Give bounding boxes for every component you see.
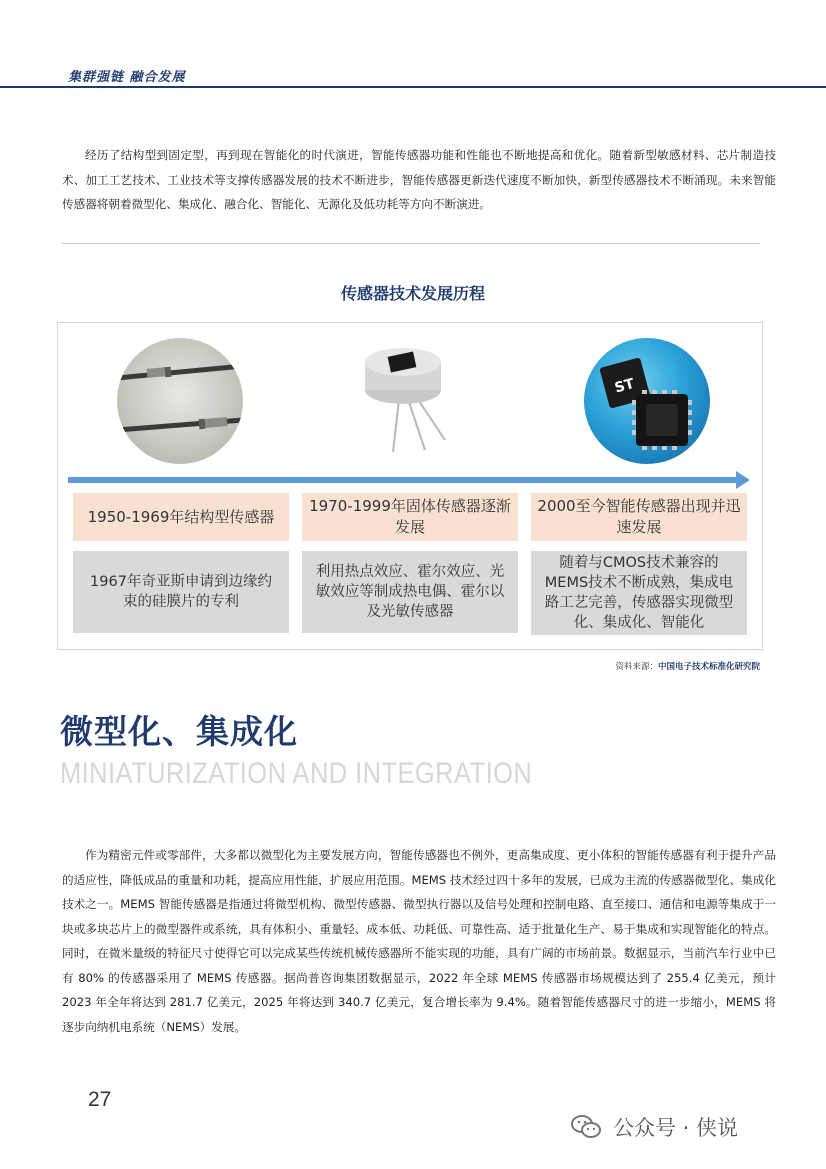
- figure-divider: [62, 243, 760, 244]
- section-subtitle: MINIATURIZATION AND INTEGRATION: [60, 757, 533, 790]
- page-number: 27: [88, 1088, 112, 1111]
- era-description: 1967年奇亚斯申请到边缘约束的硅膜片的专利: [73, 551, 289, 633]
- intro-paragraph: 经历了结构型到固定型，再到现在智能化的时代演进，智能传感器功能和性能也不断地提高和优化。随着新型敏感材料、芯片制造技术、加工工艺技术、工业技术等支撑传感器发展的技术不断进步，智能传感器更新迭代速度不断加快，新型传感器技术不断涌现。未来智能传感器将朝着微型化、集成化、融合化、智能化、无源化及低功耗等方向不断演进。: [62, 148, 776, 211]
- era-description: 随着与CMOS技术兼容的MEMS技术不断成熟，集成电路工艺完善，传感器实现微型化、集成化、智能化: [531, 551, 747, 635]
- source-label: 资料来源：: [615, 662, 658, 672]
- era-label: 1970-1999年固体传感器逐渐发展: [302, 493, 518, 541]
- structural-sensor-photo: [117, 338, 243, 464]
- era-label: 2000至今智能传感器出现并迅速发展: [531, 493, 747, 541]
- era-label: 1950-1969年结构型传感器: [73, 493, 289, 541]
- figure-title: 传感器技术发展历程: [340, 284, 485, 303]
- era-description: 利用热点效应、霍尔效应、光敏效应等制成热电偶、霍尔以及光敏传感器: [302, 551, 518, 633]
- figure-source: [615, 660, 760, 672]
- source-value: 中国电子技术标准化研究院: [657, 662, 760, 672]
- smart-sensor-chip-photo: [584, 338, 710, 464]
- section-title: 微型化、集成化: [60, 712, 298, 751]
- timeline-arrow-icon: [736, 471, 750, 489]
- wechat-account[interactable]: [571, 1112, 738, 1142]
- timeline-bar: [68, 477, 738, 483]
- body-paragraph: 作为精密元件或零部件，大多都以微型化为主要发展方向，智能传感器也不例外，更高集成度、更小体积的智能传感器有利于提升产品的适应性，降低成品的重量和功耗，提高应用性能，扩展应用范围。MEMS 技术经过四十多年的发展，已成为主流的传感器微型化、集成化技术之一。MEMS 智能传感器是指通过将微型机构、微型传感器、微型执行器以及信号处理和控制电路、直至接口、通信和电源等集成于一块或多块芯片上的微型器件或系统，具有体积小、重量轻、成本低、功耗低、可靠性高、适于批量化生产、易于集成和实现智能化的特点。同时，在微米量级的特征尺寸使得它可以完成某些传统机械传感器所不能实现的功能，具有广阔的市场前景。数据显示，当前汽车行业中已有 80% 的传感器采用了 MEMS 传感器。据尚普咨询集团数据显示，2022 年全球 MEMS 传感器市场规模达到了 255.4 亿美元，预计 2023 年全年将达到 281.7 亿美元，2025 年将达到 340.7 亿美元，复合增长率为 9.4%。随着智能传感器尺寸的进一步缩小，MEMS 将逐步向纳机电系统（NEMS）发展。: [62, 848, 776, 1034]
- wechat-icon: [571, 1114, 601, 1140]
- solid-state-sensor-photo: [347, 340, 457, 450]
- header-rule: [0, 86, 826, 88]
- svg-text:ST: ST: [613, 375, 637, 397]
- header-tagline: 集群强链 融合发展: [68, 70, 186, 85]
- wechat-label: 公众号 · 侠说: [613, 1116, 739, 1140]
